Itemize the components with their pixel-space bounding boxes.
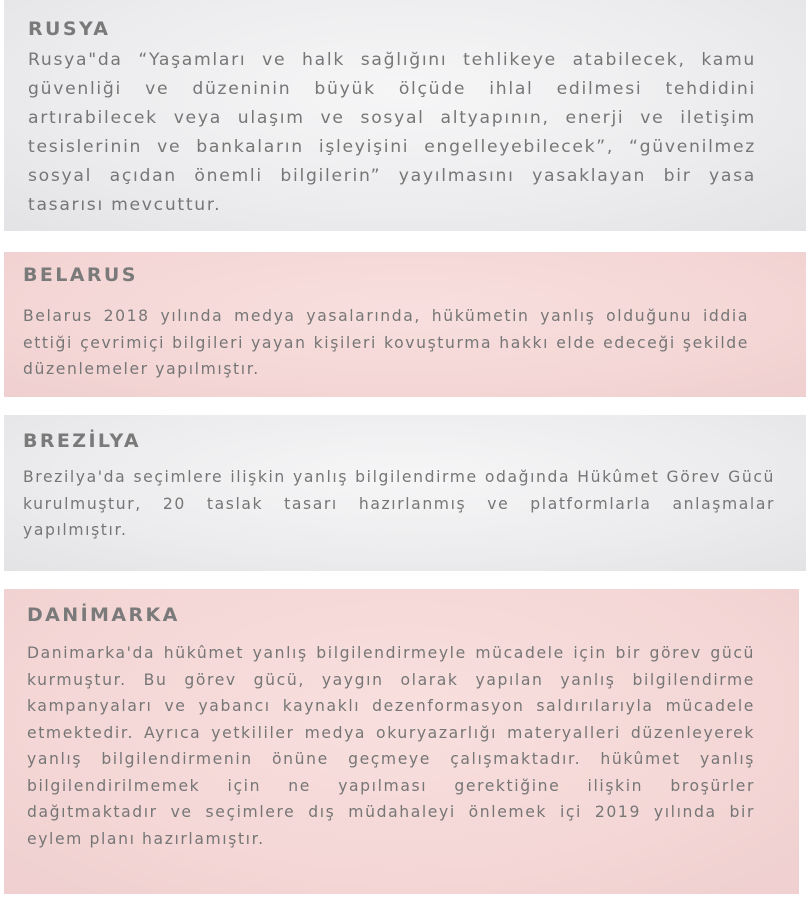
section-card-danimarka bbox=[4, 589, 799, 894]
section-body: Danimarka'da hükûmet yanlış bilgilendirmeyle mücadele için bir görev gücü kurmuştur. Bu görev gücü, yaygın olarak yapılan yanlış bilgilendirme kampanyaları ve yabancı kaynaklı dezenformasyon saldırılarıyla mücadele etmektedir. Ayrıca yetkililer medya okuryazarlığı materyalleri düzenleyerek yanlış bilgilendirmenin önüne geçmeye çalışmaktadır. hükûmet yanlış bilgilendirilmemek için ne yapılması gerektiğine ilişkin broşürler dağıtmaktadır ve seçimlere dış müdahaleyi önlemek içi 2019 yılında bir eylem planı hazırlamıştır. bbox=[27, 644, 755, 848]
section-card-rusya bbox=[4, 0, 806, 231]
section-title: BELARUS bbox=[23, 264, 138, 286]
section-body: Brezilya'da seçimlere ilişkin yanlış bilgilendirme odağında Hükûmet Görev Gücü kurulmuştur, 20 taslak tasarı hazırlanmış ve platformlarla anlaşmalar yapılmıştır. bbox=[23, 468, 775, 539]
section-body: Belarus 2018 yılında medya yasalarında, hükümetin yanlış olduğunu iddia ettiği çevrimiçi bilgileri yayan kişileri kovuşturma hakkı elde edeceği şekilde düzenlemeler yapılmıştır. bbox=[23, 307, 749, 378]
section-body: Rusya"da “Yaşamları ve halk sağlığını tehlikeye atabilecek, kamu güvenliği ve düzeninin büyük ölçüde ihlal edilmesi tehdidini artırabilecek veya ulaşım ve sosyal altyapının, enerji ve iletişim tesislerinin ve bankaların işleyişini engelleyebilecek”, “güvenilmez sosyal açıdan önemli bilgilerin” yayılmasını yasaklayan bir yasa tasarısı mevcuttur. bbox=[28, 50, 756, 215]
section-title: DANİMARKA bbox=[27, 604, 180, 626]
section-card-belarus bbox=[4, 252, 806, 397]
section-card-brezilya bbox=[4, 415, 806, 571]
section-title: RUSYA bbox=[28, 18, 111, 40]
section-title: BREZİLYA bbox=[23, 430, 141, 452]
